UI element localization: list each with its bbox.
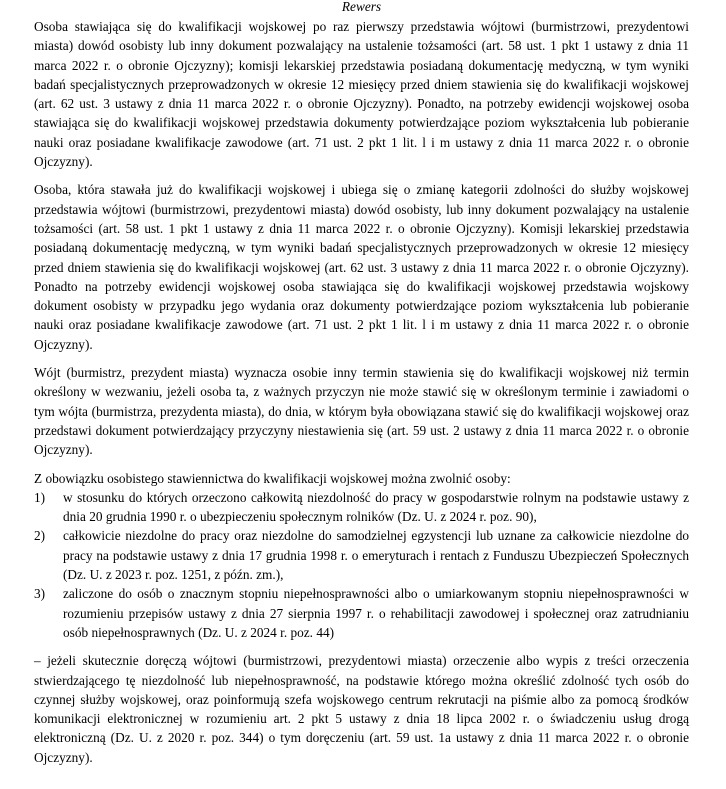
list-item-text: całkowicie niezdolne do pracy oraz niezdolne do samodzielnej egzystencji lub uznane za całkowicie niezdolne do pracy na podstawie ustawy z dnia 17 grudnia 1998 r. o emeryturach i rentach z Funduszu Ubezpieczeń Społecznych (Dz. U. z 2023 r. poz. 1251, z późn. zm.), xyxy=(63,528,689,583)
paragraph-gap xyxy=(34,460,689,469)
paragraph-category-change: Osoba, która stawała już do kwalifikacji wojskowej i ubiega się o zmianę kategorii zdolności do służby wojskowej przedstawia wójtowi (burmistrzowi, prezydentowi miasta) dowód osobisty, lub inny dokument pozwalający na ustalenie tożsamości (art. 58 ust. 1 pkt 1 ustawy z dnia 11 marca 2022 r. o obronie Ojczyzny). Komisji lekarskiej przedstawia posiadaną dokumentację medyczną, w tym wyniki badań specjalistycznych przeprowadzonych w okresie 12 miesięcy przed dniem stawienia się do kwalifikacji wojskowej (art. 62 ust. 3 ustawy z dnia 11 marca 2022 r. o obronie Ojczyzny). Ponadto na potrzeby ewidencji wojskowej osoba stawiająca się do kwalifikacji wojskowej przedstawia wojskowy dokument osobisty w przypadku jego wydania oraz dokumenty potwierdzające poziom wykształcenia lub pobieranie nauki oraz posiadane kwalifikacje zawodowe (art. 71 ust. 2 pkt 1 lit. l i m ustawy z dnia 11 marca 2022 r. o obronie Ojczyzny). xyxy=(34,182,689,352)
paragraph-gap xyxy=(34,354,689,363)
paragraph-gap xyxy=(34,642,689,651)
paragraph-exemption-intro: Z obowiązku osobistego stawiennictwa do kwalifikacji wojskowej można zwolnić osoby: xyxy=(34,470,511,486)
document-title: Rewers xyxy=(341,0,382,14)
list-item xyxy=(34,526,689,584)
list-item xyxy=(34,488,689,527)
paragraph-first-qualification: Osoba stawiająca się do kwalifikacji wojskowej po raz pierwszy przedstawia wójtowi (burmistrzowi, prezydentowi miasta) dowód osobisty lub inny dokument pozwalający na ustalenie tożsamości (art. 58 ust. 1 pkt 1 ustawy z dnia 11 marca 2022 r. o obronie Ojczyzny); komisji lekarskiej przedstawia posiadaną dokumentację medyczną, w tym wyniki badań specjalistycznych przeprowadzonych w okresie 12 miesięcy przed dniem stawienia się do kwalifikacji wojskowej (art. 62 ust. 3 ustawy z dnia 11 marca 2022 r. o obronie Ojczyzny). Ponadto, na potrzeby ewidencji wojskowej osoba stawiająca się do kwalifikacji wojskowej przedstawia dokumenty potwierdzające poziom wykształcenia lub pobieranie nauki oraz posiadane kwalifikacje zawodowe (art. 71 ust. 2 pkt 1 lit. l i m ustawy z dnia 11 marca 2022 r. o obronie Ojczyzny). xyxy=(34,19,689,170)
exemption-list xyxy=(34,488,689,642)
paragraph-gap xyxy=(34,171,689,180)
list-item-number: 3) xyxy=(34,586,46,602)
list-item-number: 2) xyxy=(34,528,46,544)
list-item-text: zaliczone do osób o znacznym stopniu niepełnosprawności albo o umiarkowanym stopniu niepełnosprawności w rozumieniu przepisów ustawy z dnia 27 sierpnia 1997 r. o rehabilitacji zawodowej i społecznej oraz zatrudnianiu osób niepełnosprawnych (Dz. U. z 2024 r. poz. 44) xyxy=(63,586,689,640)
paragraph-other-date: Wójt (burmistrz, prezydent miasta) wyznacza osobie inny termin stawienia się do kwalifikacji wojskowej niż termin określony w wezwaniu, jeżeli osoba ta, z ważnych przyczyn nie może stawić się w określonym terminie i zawiadomi o tym wójta (burmistrza, prezydenta miasta), do dnia, w którym była obowiązana stawić się do kwalifikacji wojskowej oraz przedstawi dokument potwierdzający przyczyny niestawienia się (art. 59 ust. 2 ustawy z dnia 11 marca 2022 r. o obronie Ojczyzny). xyxy=(34,365,689,458)
list-item-text: w stosunku do których orzeczono całkowitą niezdolność do pracy w gospodarstwie rolnym na podstawie ustawy z dnia 20 grudnia 1990 r. o ubezpieczeniu społecznym rolników (Dz. U. z 2024 r. poz. 90), xyxy=(63,489,689,525)
list-item-number: 1) xyxy=(34,489,46,505)
paragraph-closing: – jeżeli skutecznie doręczą wójtowi (burmistrzowi, prezydentowi miasta) orzeczenie albo wypis z treści orzeczenia stwierdzającego tę niezdolność lub niepełnosprawność, na podstawie którego można określić zdolność tych osób do czynnej służby wojskowej, oraz poinformują szefa wojskowego centrum rekrutacji na piśmie albo za pomocą środków komunikacji elektronicznej w rozumieniu art. 2 pkt 5 ustawy z dnia 18 lipca 2002 r. o świadczeniu usług drogą elektroniczną (Dz. U. z 2020 r. poz. 344) o tym doręczeniu (art. 59 ust. 1a ustawy z dnia 11 marca 2022 r. o obronie Ojczyzny). xyxy=(34,653,689,765)
list-item xyxy=(34,584,689,642)
